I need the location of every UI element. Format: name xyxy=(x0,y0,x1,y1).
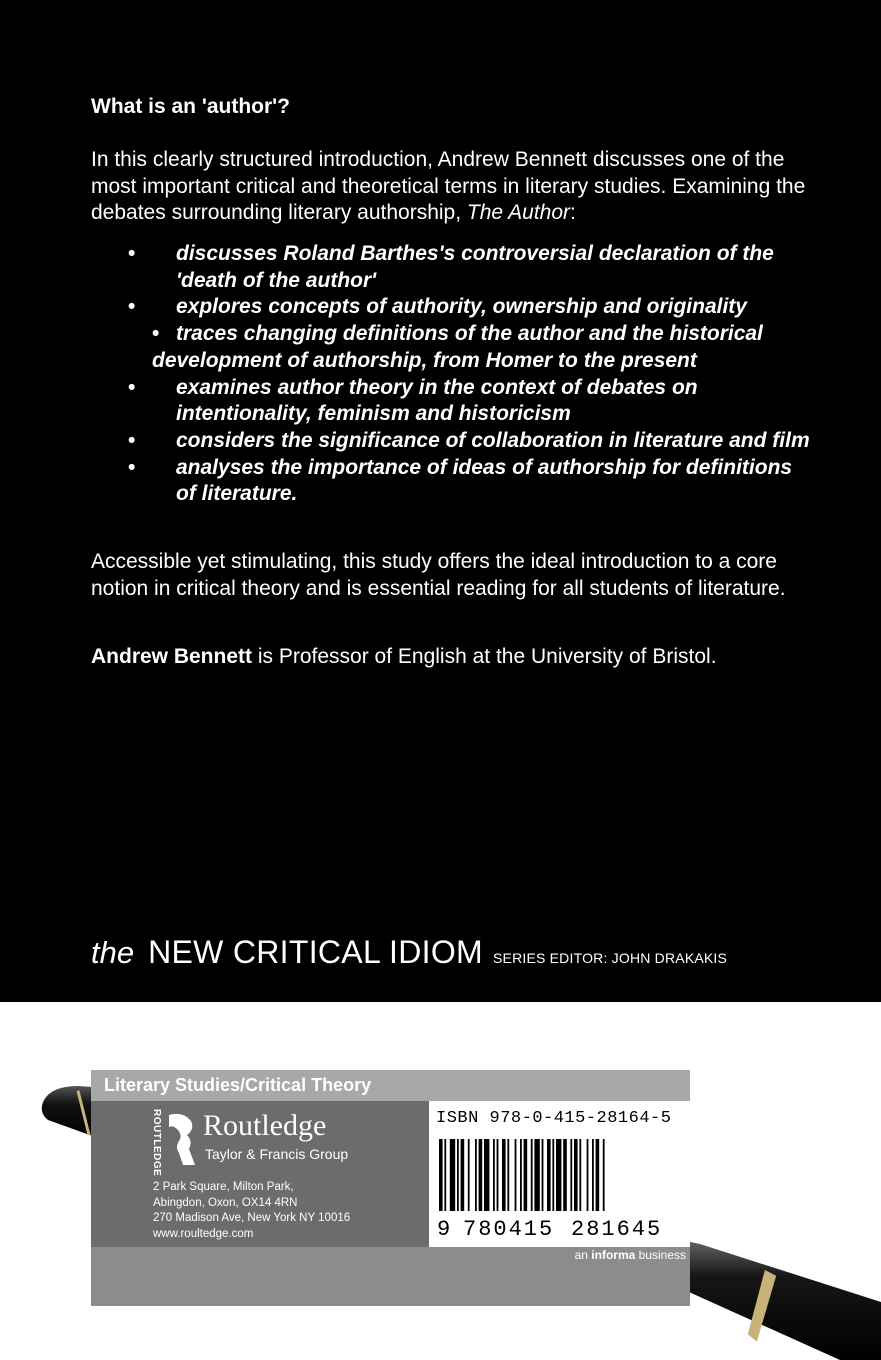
list-item: • considers the significance of collaboration in literature and film xyxy=(128,428,810,452)
barcode-bar xyxy=(468,1139,470,1211)
barcode-bars xyxy=(439,1139,605,1211)
address-line: Abingdon, Oxon, OX14 4RN xyxy=(153,1196,298,1209)
blurb-heading: What is an 'author'? xyxy=(91,95,290,118)
publisher-box xyxy=(91,1101,429,1247)
series-name: NEW CRITICAL IDIOM xyxy=(148,934,483,970)
barcode-icon xyxy=(437,1139,683,1239)
series-line xyxy=(91,930,727,981)
barcode-bar xyxy=(603,1139,605,1211)
barcode-right-digits: 281645 xyxy=(571,1217,663,1239)
informa-word: informa xyxy=(591,1248,636,1262)
publisher-address xyxy=(153,1180,350,1242)
category-label: Literary Studies/Critical Theory xyxy=(91,1070,690,1101)
barcode-bar xyxy=(475,1139,477,1211)
informa-business-tagline xyxy=(575,1248,686,1262)
routledge-logo-icon xyxy=(165,1109,197,1169)
barcode-bar xyxy=(534,1139,539,1211)
author-bio xyxy=(91,644,811,671)
barcode-bar xyxy=(484,1139,489,1211)
barcode-bar xyxy=(444,1139,446,1211)
list-item-text: discusses Roland Barthes's controversial declaration of the 'death of the author' xyxy=(176,242,774,292)
list-item-text: analyses the importance of ideas of authorship for definitions of literature. xyxy=(176,455,793,506)
barcode-bar xyxy=(574,1139,578,1211)
barcode-bar xyxy=(457,1139,459,1211)
address-line: www.roultedge.com xyxy=(153,1227,254,1240)
barcode-bar xyxy=(592,1139,594,1211)
barcode-box xyxy=(429,1101,690,1247)
barcode-bar xyxy=(479,1139,483,1211)
barcode-bar xyxy=(461,1139,465,1211)
barcode-bar xyxy=(547,1139,551,1211)
series-editor: SERIES EDITOR: JOHN DRAKAKIS xyxy=(493,950,728,966)
list-item: • explores concepts of authority, ownership and originality xyxy=(128,295,747,319)
list-item-text: explores concepts of authority, ownership and originality xyxy=(176,295,747,319)
intro-book-title: The Author xyxy=(466,201,571,225)
list-item-text: examines author theory in the context of debates on intentionality, feminism and historicism xyxy=(176,375,698,426)
blurb-outro: Accessible yet stimulating, this study offers the ideal introduction to a core notion in critical theory and is essential reading for all students of literature. xyxy=(91,550,786,600)
blurb-intro xyxy=(91,147,811,227)
author-name: Andrew Bennett xyxy=(91,645,253,668)
barcode-bar xyxy=(493,1139,495,1211)
series-article: the xyxy=(91,935,135,970)
list-item: • examines author theory in the context of debates on intentionality, feminism and historicism xyxy=(128,375,698,426)
barcode-bar xyxy=(531,1139,533,1211)
barcode-bar xyxy=(524,1139,528,1211)
informa-prefix: an xyxy=(574,1248,592,1262)
barcode-bar xyxy=(552,1139,554,1211)
barcode-bar xyxy=(439,1139,443,1211)
list-item: • discusses Roland Barthes's controversial declaration of the 'death of the author' xyxy=(128,242,774,292)
barcode-bar xyxy=(520,1139,522,1211)
barcode-bar xyxy=(587,1139,589,1211)
barcode-bar xyxy=(570,1139,572,1211)
barcode-bar xyxy=(515,1139,517,1211)
list-item: • traces changing definitions of the author and the historical development of authorship, from Homer to the present xyxy=(152,322,763,372)
address-line: 2 Park Square, Milton Park, xyxy=(153,1181,294,1193)
back-info-panel xyxy=(91,1070,690,1306)
publisher-name: Routledge xyxy=(203,1109,327,1142)
publisher-group: Taylor & Francis Group xyxy=(205,1146,349,1162)
barcode-bar xyxy=(563,1139,567,1211)
barcode-bar xyxy=(450,1139,455,1211)
list-item-text: considers the significance of collaboration in literature and film xyxy=(176,428,810,452)
publisher-vertical-text: ROUTLEDGE xyxy=(151,1109,162,1177)
author-bio-text: is Professor of English at the University of Bristol. xyxy=(252,645,717,668)
barcode-bar xyxy=(542,1139,544,1211)
barcode-bar xyxy=(579,1139,581,1211)
feature-list xyxy=(128,241,812,508)
isbn-number: ISBN 978-0-415-28164-5 xyxy=(436,1109,672,1128)
informa-suffix: business xyxy=(635,1248,686,1262)
barcode-left-digits: 780415 xyxy=(463,1217,555,1239)
barcode-bar xyxy=(497,1139,499,1211)
intro-colon: : xyxy=(570,201,576,225)
barcode-bar xyxy=(596,1139,600,1211)
list-item-text: traces changing definitions of the author and the historical development of authorship, from Homer to the present xyxy=(152,322,763,372)
intro-text: In this clearly structured introduction, Andrew Bennett discusses one of the most important critical and theoretical terms in literary studies. Examining the debates surrounding literary authorship, xyxy=(91,148,806,225)
barcode-bar xyxy=(502,1139,506,1211)
barcode-first-digit: 9 xyxy=(437,1217,451,1239)
address-line: 270 Madison Ave, New York NY 10016 xyxy=(153,1212,351,1224)
barcode-bar xyxy=(507,1139,509,1211)
barcode-bar xyxy=(556,1139,561,1211)
list-item: • analyses the importance of ideas of authorship for definitions of literature. xyxy=(128,455,793,506)
